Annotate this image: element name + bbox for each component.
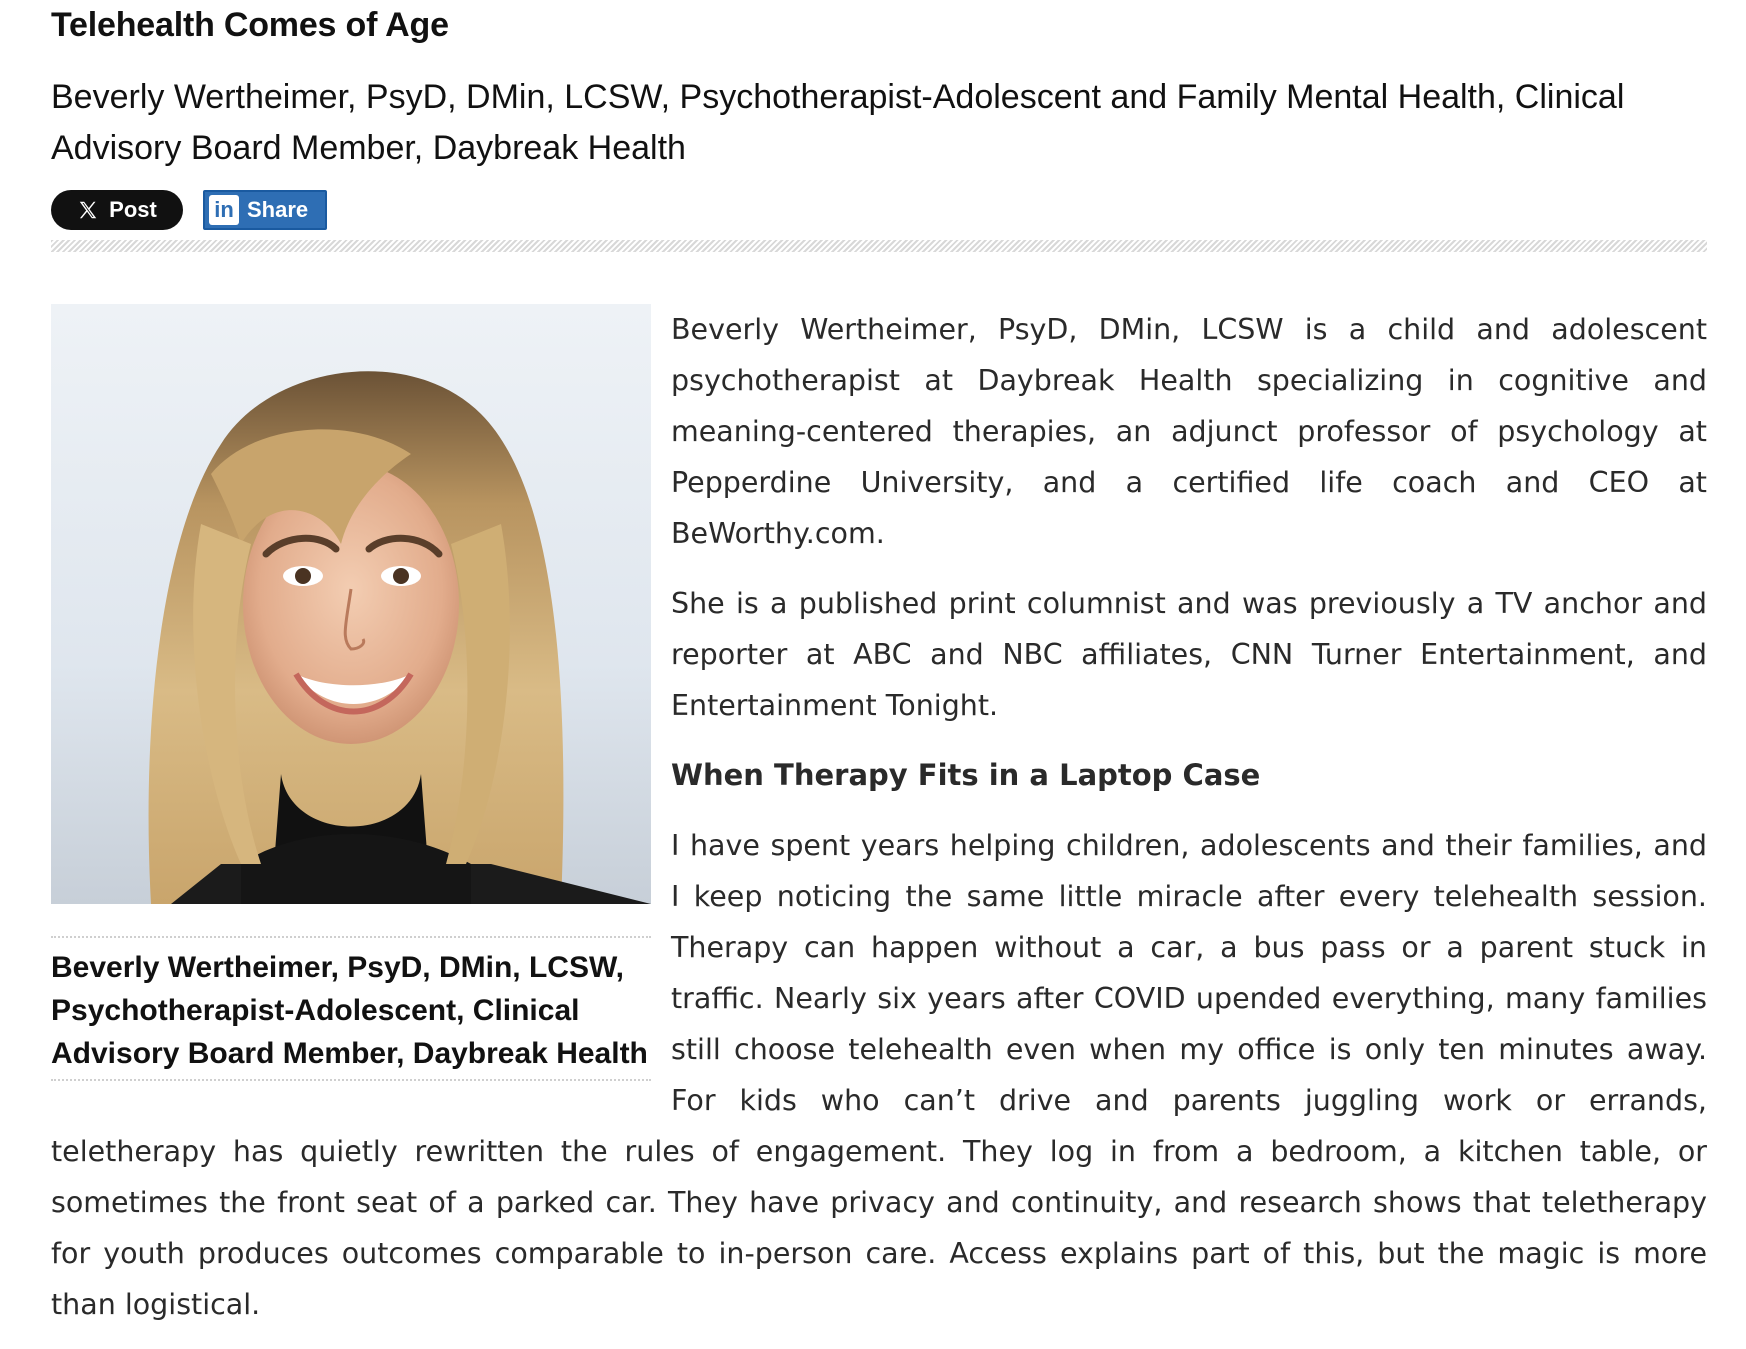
x-logo-icon [77, 199, 99, 221]
author-portrait-image [51, 304, 651, 904]
section-divider [51, 240, 1707, 252]
linkedin-icon: in [209, 195, 239, 225]
bio-paragraph-1: Beverly Wertheimer, PsyD, DMin, LCSW is a child and adolescent psychotherapist at Daybreak Health specializing in cognitive and meaning-centered therapies, an adjunct professor of psychology at Pepperdine University, and a certified life coach and CEO at BeWorthy.com. [671, 313, 1707, 550]
linkedin-share-label: Share [247, 197, 309, 222]
section-heading: When Therapy Fits in a Laptop Case [671, 758, 1261, 792]
linkedin-share-button[interactable] [203, 190, 327, 230]
x-post-button[interactable] [51, 190, 183, 230]
article-title: Telehealth Comes of Age [51, 6, 449, 44]
bio-paragraph-2: She is a published print columnist and was previously a TV anchor and reporter at ABC and NBC affiliates, CNN Turner Entertainment, and Entertainment Tonight. [671, 587, 1707, 722]
author-byline: Beverly Wertheimer, PsyD, DMin, LCSW, Psychotherapist-Adolescent and Family Mental Health, Clinical Advisory Board Member, Daybreak Health [51, 78, 1625, 167]
body-paragraph-1: I have spent years helping children, adolescents and their families, and I keep noticing the same little miracle after every telehealth session. Therapy can happen without a car, a bus pass or a parent stuck in traffic. Nearly six years after COVID upended everything, many families still choose telehealth even when my office is only ten minutes away. For kids who can’t drive and parents juggling work or errands, teletherapy has quietly rewritten the rules of engagement. They log in from a bedroom, a kitchen table, or sometimes the front seat of a parked car. They have privacy and continuity, and research shows that teletherapy for youth produces outcomes comparable to in-person care. Access explains part of this, but the magic is more than logistical. [51, 829, 1707, 1321]
author-figure [51, 304, 651, 1070]
photo-caption: Beverly Wertheimer, PsyD, DMin, LCSW, Psychotherapist-Adolescent, Clinical Advisory Board Member, Daybreak Health [51, 936, 651, 1081]
author-photo [51, 304, 651, 904]
x-post-label: Post [109, 197, 157, 222]
